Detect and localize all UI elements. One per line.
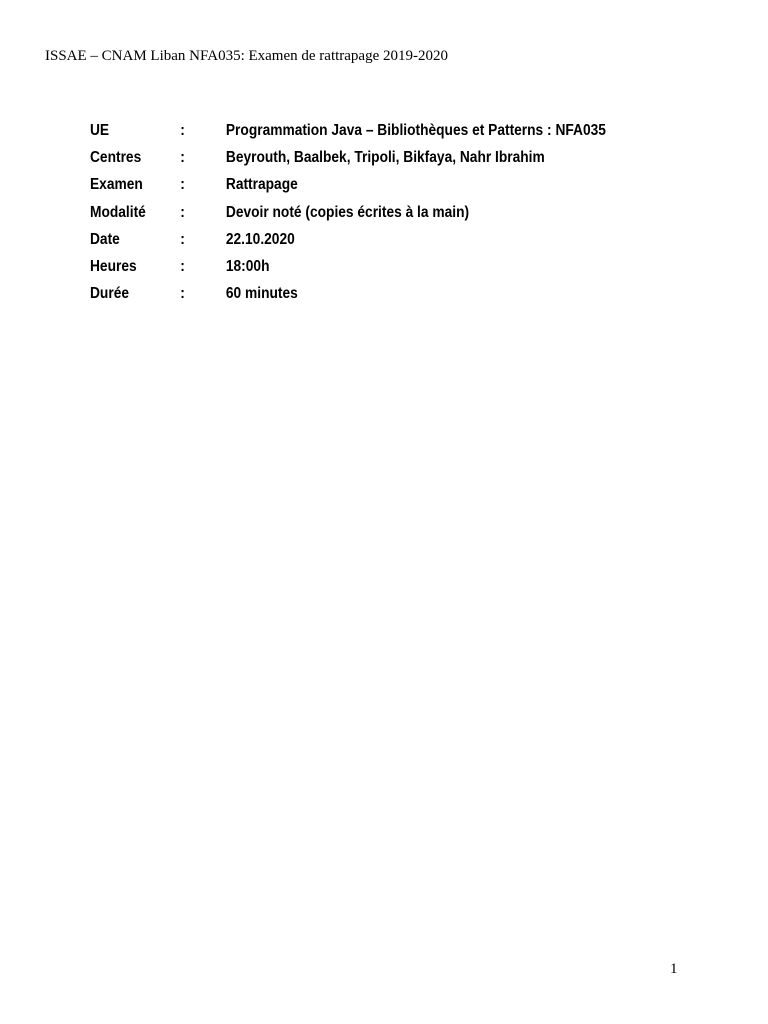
info-value: Programmation Java – Bibliothèques et Patterns : NFA035 bbox=[225, 122, 606, 139]
info-separator: : bbox=[180, 122, 185, 139]
info-separator: : bbox=[180, 176, 185, 194]
info-value: Devoir noté (copies écrites à la main) bbox=[225, 203, 470, 221]
info-label: Centres bbox=[90, 149, 142, 167]
info-separator: : bbox=[180, 203, 185, 221]
info-label: Date bbox=[90, 230, 120, 248]
info-value: Beyrouth, Baalbek, Tripoli, Bikfaya, Nahr Ibrahim bbox=[225, 149, 545, 167]
info-separator: : bbox=[180, 257, 185, 275]
info-value: 18:00h bbox=[225, 257, 270, 275]
info-row-modalite bbox=[90, 199, 606, 226]
info-row-duree bbox=[90, 280, 606, 307]
info-separator: : bbox=[180, 230, 185, 248]
info-row-heures bbox=[90, 253, 606, 280]
page-header: ISSAE – CNAM Liban NFA035: Examen de rattrapage 2019-2020 bbox=[45, 48, 448, 64]
info-value: Rattrapage bbox=[225, 176, 298, 194]
info-separator: : bbox=[180, 285, 185, 303]
info-label: Heures bbox=[90, 257, 137, 275]
page-number: 1 bbox=[670, 961, 678, 977]
info-label: Modalité bbox=[90, 203, 146, 221]
info-label: Durée bbox=[90, 285, 130, 303]
info-row-examen bbox=[90, 171, 606, 198]
info-row-centres bbox=[90, 144, 606, 171]
info-row-ue bbox=[90, 117, 606, 144]
info-value: 22.10.2020 bbox=[225, 230, 295, 248]
info-separator: : bbox=[180, 149, 185, 167]
info-value: 60 minutes bbox=[225, 285, 298, 303]
info-label: UE bbox=[90, 122, 110, 139]
info-row-date bbox=[90, 226, 606, 253]
exam-info-table bbox=[90, 117, 606, 307]
info-label: Examen bbox=[90, 176, 143, 194]
